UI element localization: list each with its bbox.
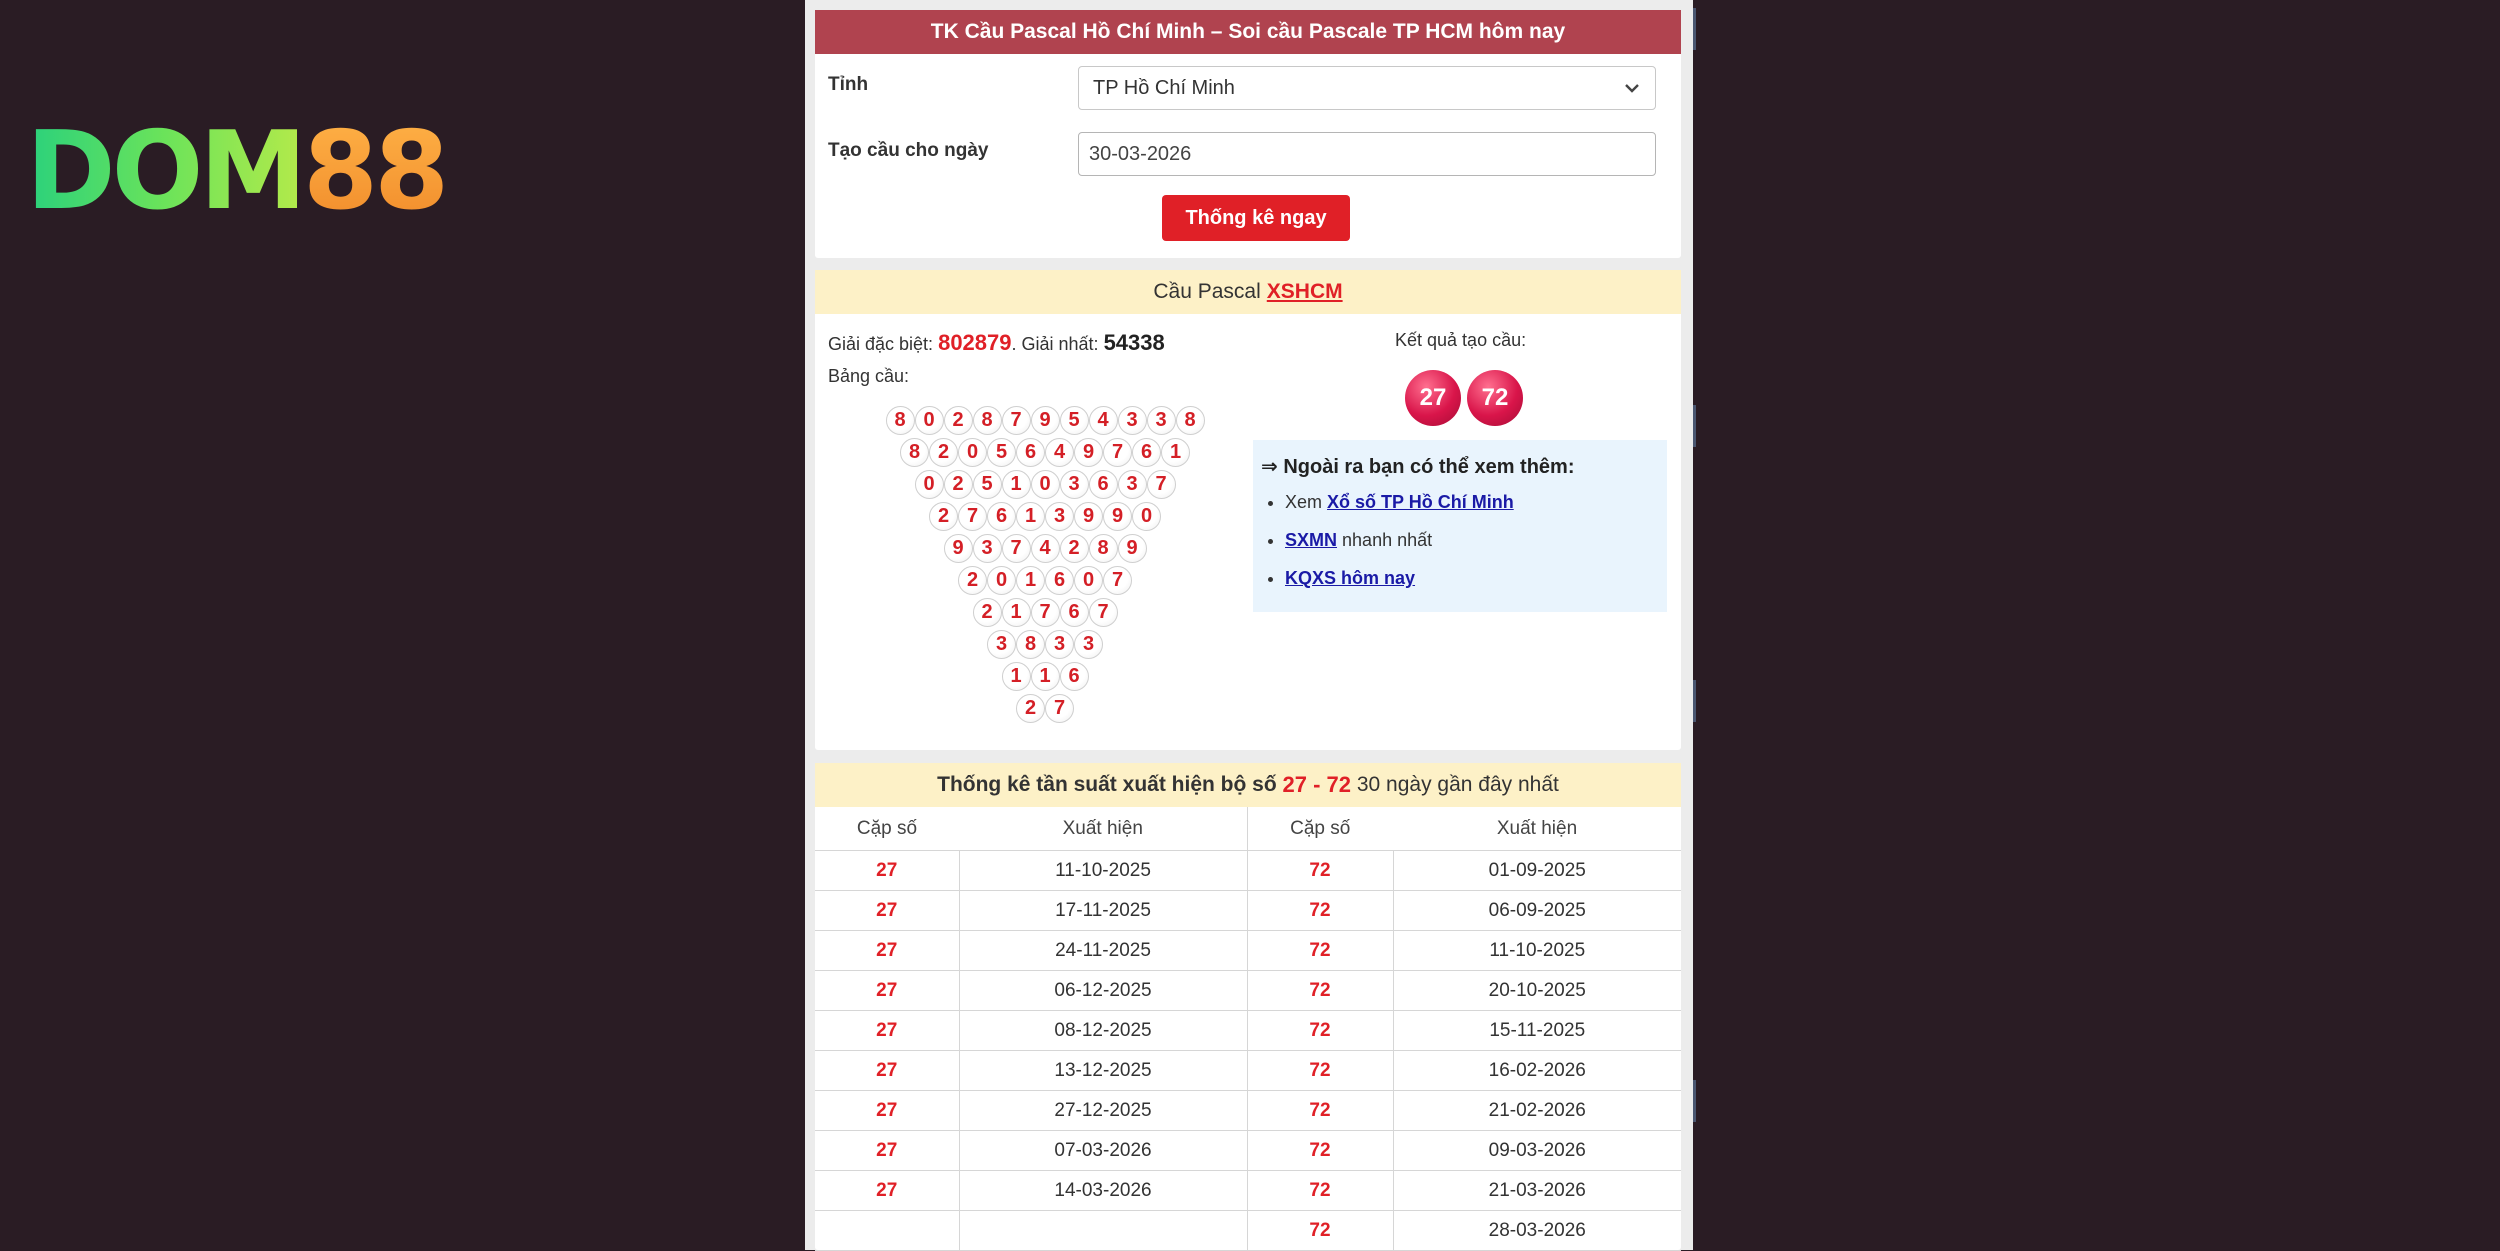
triangle-cell: 0	[958, 438, 987, 467]
freq-title-suffix: 30 ngày gần đây nhất	[1356, 773, 1559, 796]
triangle-cell: 3	[1060, 470, 1089, 499]
table-row	[815, 1091, 1681, 1131]
triangle-cell: 7	[1002, 534, 1031, 563]
triangle-cell: 2	[1016, 694, 1045, 723]
pair-cell: 72	[1247, 1011, 1393, 1051]
pair-cell: 72	[1247, 891, 1393, 931]
triangle-cell: 6	[1016, 438, 1045, 467]
triangle-cell: 2	[958, 566, 987, 595]
triangle-cell: 4	[1031, 534, 1060, 563]
triangle-cell: 4	[1089, 406, 1118, 435]
sxmn-link[interactable]: SXMN	[1285, 530, 1338, 550]
date-cell: 13-12-2025	[959, 1051, 1247, 1091]
date-cell: 06-12-2025	[959, 971, 1247, 1011]
triangle-cell: 8	[1176, 406, 1205, 435]
triangle-row	[815, 662, 1275, 694]
date-cell: 16-02-2026	[1393, 1051, 1681, 1091]
triangle-cell: 7	[1103, 566, 1132, 595]
province-select[interactable]	[1078, 66, 1656, 110]
triangle-cell: 7	[958, 502, 987, 531]
table-row	[815, 1211, 1681, 1251]
result-ball: 27	[1405, 370, 1461, 426]
pair-cell: 27	[815, 1131, 959, 1171]
province-selected-value: TP Hồ Chí Minh	[1093, 76, 1235, 99]
result-label: Kết quả tạo cầu:	[1395, 330, 1527, 350]
province-label: Tỉnh	[828, 74, 869, 95]
more-links-list	[1253, 488, 1514, 602]
triangle-row	[815, 470, 1275, 502]
pascal-heading	[815, 270, 1681, 314]
triangle-cell: 7	[1103, 438, 1132, 467]
date-cell: 11-10-2025	[1393, 931, 1681, 971]
triangle-cell: 2	[973, 598, 1002, 627]
triangle-cell: 0	[915, 470, 944, 499]
table-row	[815, 1011, 1681, 1051]
triangle-cell: 8	[886, 406, 915, 435]
triangle-cell: 2	[929, 438, 958, 467]
pair-cell: 72	[1247, 851, 1393, 891]
pair-cell: 72	[1247, 1091, 1393, 1131]
triangle-cell: 3	[1045, 630, 1074, 659]
date-cell: 17-11-2025	[959, 891, 1247, 931]
date-input[interactable]	[1078, 132, 1656, 176]
pair-cell: 27	[815, 1011, 959, 1051]
triangle-cell: 8	[1089, 534, 1118, 563]
date-cell: 28-03-2026	[1393, 1211, 1681, 1251]
date-cell: 06-09-2025	[1393, 891, 1681, 931]
date-cell: 15-11-2025	[1393, 1011, 1681, 1051]
triangle-row	[815, 406, 1275, 438]
triangle-cell: 6	[987, 502, 1016, 531]
triangle-cell: 0	[1074, 566, 1103, 595]
pair-cell: 72	[1247, 971, 1393, 1011]
dom88-logo[interactable]	[26, 109, 446, 234]
list-item	[1285, 488, 1514, 526]
pascal-form-card	[815, 10, 1681, 258]
bang-cau-label: Bảng cầu:	[828, 366, 910, 386]
date-cell: 14-03-2026	[959, 1171, 1247, 1211]
date-cell: 09-03-2026	[1393, 1131, 1681, 1171]
triangle-cell: 1	[1031, 662, 1060, 691]
item-prefix: Xem	[1285, 492, 1323, 512]
triangle-cell: 1	[1016, 502, 1045, 531]
first-prize-value: 54338	[1103, 330, 1165, 355]
freq-title-pair: 27 - 72	[1282, 772, 1351, 797]
pair-cell: 72	[1247, 931, 1393, 971]
triangle-cell: 1	[1002, 598, 1031, 627]
triangle-cell: 1	[1016, 566, 1045, 595]
prize-line	[828, 330, 1165, 356]
table-row	[815, 1131, 1681, 1171]
date-cell: 08-12-2025	[959, 1011, 1247, 1051]
kqxs-link[interactable]: KQXS hôm nay	[1285, 568, 1416, 588]
column-header: Xuất hiện	[1393, 807, 1681, 851]
triangle-cell: 6	[1060, 662, 1089, 691]
triangle-cell: 9	[1074, 438, 1103, 467]
date-cell: 20-10-2025	[1393, 971, 1681, 1011]
form-title: TK Cầu Pascal Hồ Chí Minh – Soi cầu Pascale TP HCM hôm nay	[815, 10, 1681, 54]
province-row	[815, 66, 1681, 112]
triangle-row	[815, 438, 1275, 470]
triangle-cell: 0	[1031, 470, 1060, 499]
triangle-cell: 1	[1161, 438, 1190, 467]
pair-cell	[815, 1211, 959, 1251]
result-balls	[1405, 370, 1523, 426]
pair-cell: 27	[815, 971, 959, 1011]
pascal-heading-text: Cầu Pascal	[1153, 280, 1261, 303]
pair-cell: 27	[815, 1091, 959, 1131]
special-prize-value: 802879	[938, 330, 1012, 355]
triangle-cell: 7	[1031, 598, 1060, 627]
pair-cell: 72	[1247, 1211, 1393, 1251]
content-panel	[805, 0, 1693, 1250]
date-cell: 07-03-2026	[959, 1131, 1247, 1171]
xshcm-link[interactable]: XSHCM	[1266, 280, 1343, 303]
triangle-cell: 3	[1118, 470, 1147, 499]
column-header: Cặp số	[815, 807, 959, 851]
xoso-hcm-link[interactable]: Xổ số TP Hồ Chí Minh	[1327, 492, 1514, 512]
triangle-cell: 8	[973, 406, 1002, 435]
triangle-cell: 5	[973, 470, 1002, 499]
triangle-cell: 5	[1060, 406, 1089, 435]
pair-cell: 72	[1247, 1051, 1393, 1091]
pair-cell: 27	[815, 891, 959, 931]
result-ball: 72	[1467, 370, 1523, 426]
triangle-cell: 6	[1045, 566, 1074, 595]
date-cell: 27-12-2025	[959, 1091, 1247, 1131]
frequency-table-body	[815, 851, 1681, 1251]
special-prize-label: Giải đặc biệt:	[828, 334, 934, 354]
triangle-row	[815, 694, 1275, 726]
triangle-cell: 0	[1132, 502, 1161, 531]
table-row	[815, 971, 1681, 1011]
table-row	[815, 1171, 1681, 1211]
triangle-cell: 9	[1118, 534, 1147, 563]
triangle-cell: 1	[1002, 662, 1031, 691]
triangle-cell: 1	[1002, 470, 1031, 499]
date-cell: 24-11-2025	[959, 931, 1247, 971]
triangle-cell: 8	[900, 438, 929, 467]
date-row	[815, 132, 1681, 178]
column-header: Cặp số	[1247, 807, 1393, 851]
date-label: Tạo cầu cho ngày	[828, 140, 989, 161]
triangle-cell: 3	[973, 534, 1002, 563]
list-item	[1285, 564, 1514, 602]
pair-cell: 72	[1247, 1131, 1393, 1171]
triangle-cell: 9	[1031, 406, 1060, 435]
list-item	[1285, 526, 1514, 564]
triangle-row	[815, 630, 1275, 662]
frequency-table	[815, 807, 1681, 1251]
pair-cell: 27	[815, 931, 959, 971]
pair-cell: 27	[815, 851, 959, 891]
frequency-card	[815, 763, 1681, 1250]
triangle-cell: 2	[929, 502, 958, 531]
triangle-row	[815, 598, 1275, 630]
triangle-cell: 2	[944, 406, 973, 435]
chevron-down-icon	[1623, 77, 1641, 103]
triangle-cell: 3	[987, 630, 1016, 659]
date-cell: 01-09-2025	[1393, 851, 1681, 891]
item-suffix: nhanh nhất	[1342, 530, 1433, 550]
triangle-row	[815, 502, 1275, 534]
triangle-cell: 7	[1147, 470, 1176, 499]
triangle-cell: 3	[1147, 406, 1176, 435]
pascal-triangle	[815, 406, 1275, 726]
triangle-cell: 2	[1060, 534, 1089, 563]
triangle-cell: 6	[1060, 598, 1089, 627]
triangle-cell: 3	[1074, 630, 1103, 659]
more-links-box	[1253, 440, 1667, 612]
pair-cell: 27	[815, 1171, 959, 1211]
triangle-cell: 9	[1074, 502, 1103, 531]
date-cell: 21-03-2026	[1393, 1171, 1681, 1211]
triangle-cell: 0	[987, 566, 1016, 595]
logo-text-dom: DOM	[26, 109, 303, 234]
table-header-row	[815, 807, 1681, 851]
triangle-cell: 4	[1045, 438, 1074, 467]
triangle-cell: 8	[1016, 630, 1045, 659]
triangle-cell: 3	[1045, 502, 1074, 531]
triangle-cell: 6	[1089, 470, 1118, 499]
freq-title-prefix: Thống kê tần suất xuất hiện bộ số	[937, 773, 1277, 796]
triangle-cell: 7	[1045, 694, 1074, 723]
pair-cell: 27	[815, 1051, 959, 1091]
triangle-row	[815, 566, 1275, 598]
triangle-cell: 0	[915, 406, 944, 435]
date-cell: 21-02-2026	[1393, 1091, 1681, 1131]
first-prize-label: . Giải nhất:	[1011, 334, 1099, 354]
date-cell: 11-10-2025	[959, 851, 1247, 891]
triangle-cell: 6	[1132, 438, 1161, 467]
frequency-heading	[815, 763, 1681, 807]
table-row	[815, 851, 1681, 891]
pascal-result-card	[815, 270, 1681, 750]
table-row	[815, 1051, 1681, 1091]
triangle-cell: 7	[1002, 406, 1031, 435]
more-links-title: ⇒ Ngoài ra bạn có thể xem thêm:	[1261, 456, 1575, 478]
triangle-cell: 7	[1089, 598, 1118, 627]
triangle-cell: 5	[987, 438, 1016, 467]
triangle-cell: 9	[1103, 502, 1132, 531]
triangle-row	[815, 534, 1275, 566]
triangle-cell: 9	[944, 534, 973, 563]
table-row	[815, 891, 1681, 931]
triangle-cell: 2	[944, 470, 973, 499]
pair-cell: 72	[1247, 1171, 1393, 1211]
thong-ke-button[interactable]: Thống kê ngay	[1162, 195, 1350, 241]
logo-text-88: 88	[302, 109, 446, 234]
triangle-cell: 3	[1118, 406, 1147, 435]
table-row	[815, 931, 1681, 971]
column-header: Xuất hiện	[959, 807, 1247, 851]
date-cell	[959, 1211, 1247, 1251]
